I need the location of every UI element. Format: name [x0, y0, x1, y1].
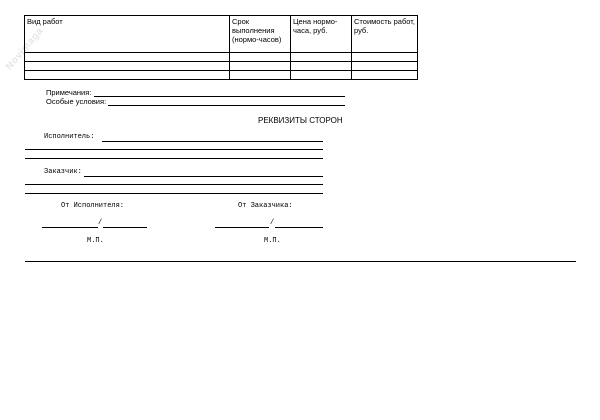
contractor-name-line[interactable] — [103, 227, 147, 228]
col-header-hour-price: Цена нормо-часа, руб. — [291, 16, 352, 53]
col-header-cost: Стоимость работ, руб. — [352, 16, 418, 53]
from-contractor-label: От Исполнителя: — [61, 202, 125, 210]
table-cell[interactable] — [352, 71, 418, 80]
table-cell[interactable] — [352, 62, 418, 71]
customer-label: Заказчик: — [44, 168, 82, 176]
contractor-line-2[interactable] — [25, 149, 323, 150]
customer-line-3[interactable] — [25, 193, 323, 194]
contractor-slash: / — [98, 219, 103, 227]
works-table — [24, 15, 418, 80]
col-header-duration: Срок выполнения (нормо-часов) — [230, 16, 291, 53]
customer-slash: / — [270, 219, 275, 227]
table-header-row — [25, 16, 418, 53]
customer-stamp: М.П. — [264, 237, 281, 245]
customer-signature-line[interactable] — [215, 227, 269, 228]
customer-name-line[interactable] — [275, 227, 323, 228]
table-row — [25, 62, 418, 71]
table-cell[interactable] — [25, 71, 230, 80]
contractor-line-1[interactable] — [102, 141, 323, 142]
table-cell[interactable] — [291, 71, 352, 80]
remarks-line[interactable] — [94, 96, 345, 97]
contractor-line-3[interactable] — [25, 158, 323, 159]
watermark: Novimaga — [3, 25, 46, 73]
bottom-divider — [25, 261, 576, 262]
remarks-label: Примечания: — [46, 88, 92, 97]
table-row — [25, 53, 418, 62]
contractor-stamp: М.П. — [87, 237, 104, 245]
contractor-signature-line[interactable] — [42, 227, 98, 228]
contractor-label: Исполнитель: — [44, 133, 95, 141]
conditions-line[interactable] — [108, 105, 345, 106]
table-cell[interactable] — [230, 62, 291, 71]
table-cell[interactable] — [25, 53, 230, 62]
table-cell[interactable] — [352, 53, 418, 62]
table-cell[interactable] — [230, 71, 291, 80]
from-customer-label: От Заказчика: — [238, 202, 293, 210]
table-cell[interactable] — [230, 53, 291, 62]
table-row — [25, 71, 418, 80]
requisites-title: РЕКВИЗИТЫ СТОРОН — [258, 116, 343, 125]
table-cell[interactable] — [291, 62, 352, 71]
table-cell[interactable] — [291, 53, 352, 62]
table-cell[interactable] — [25, 62, 230, 71]
col-header-work-type: Вид работ — [25, 16, 230, 53]
customer-line-1[interactable] — [84, 176, 323, 177]
customer-line-2[interactable] — [25, 184, 323, 185]
conditions-label: Особые условия: — [46, 97, 107, 106]
